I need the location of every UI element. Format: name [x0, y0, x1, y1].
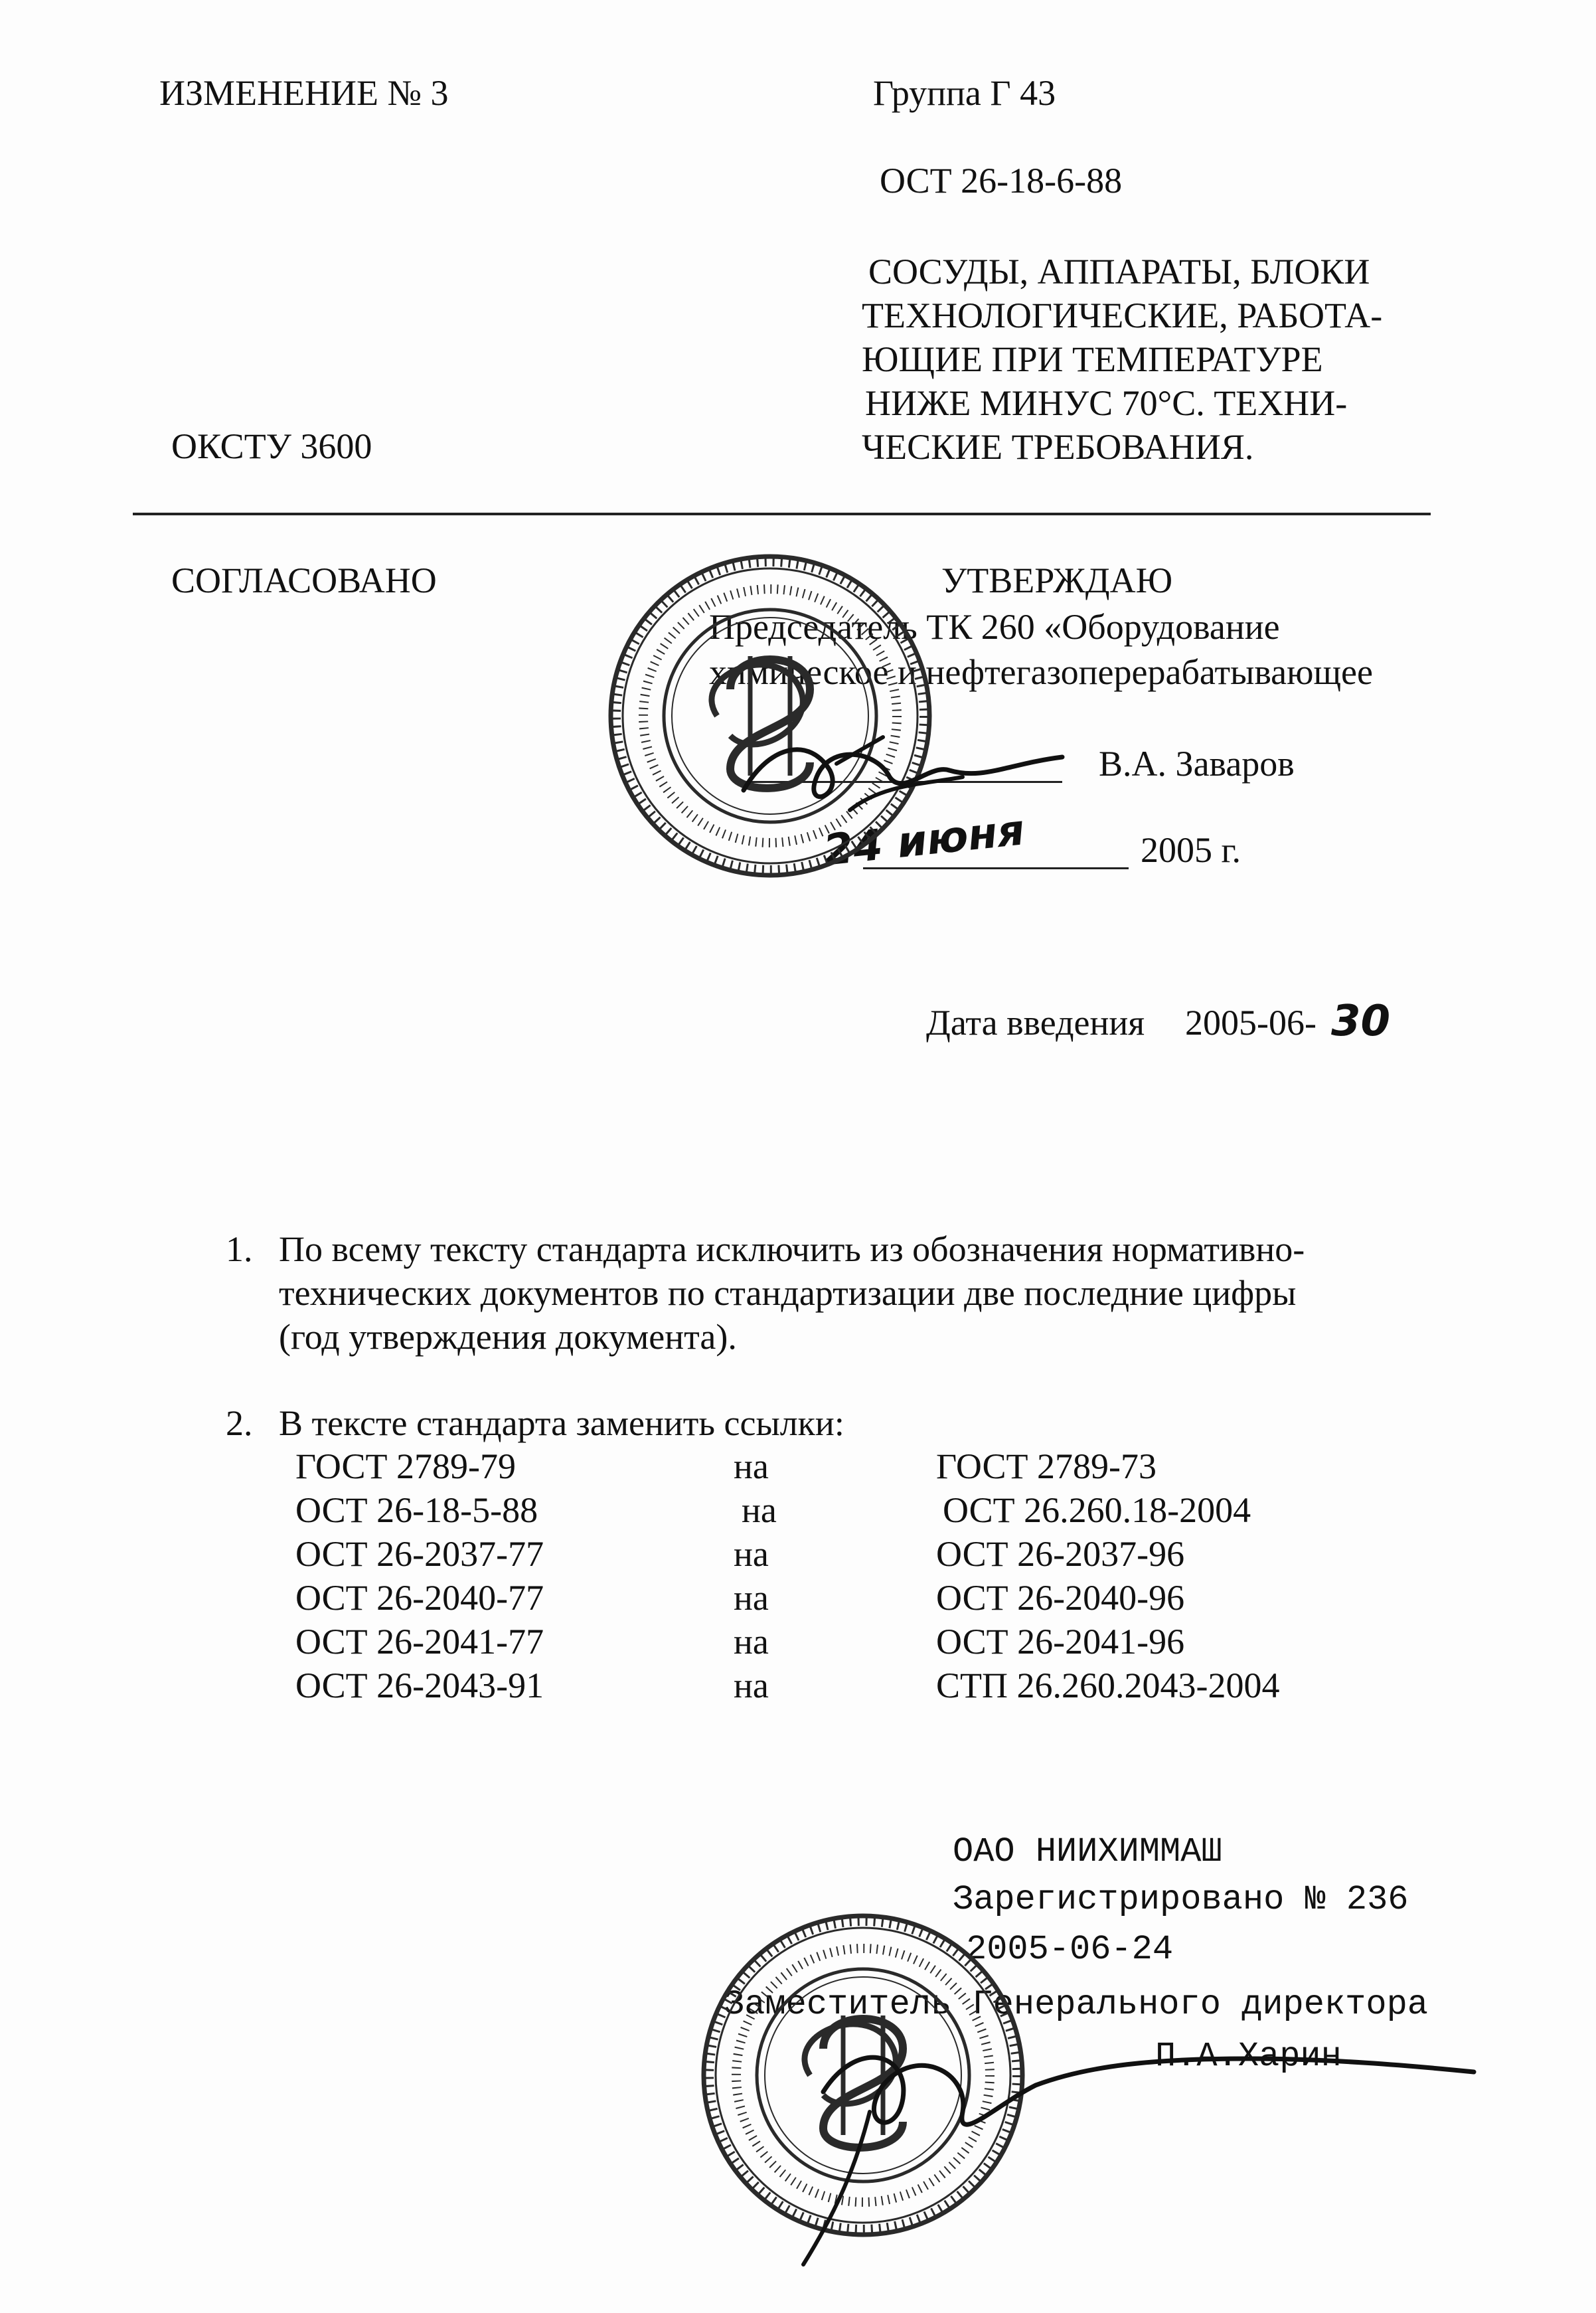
intro-date-label: Дата введения — [926, 1003, 1145, 1043]
registration-number: Зарегистрировано № 236 — [953, 1880, 1409, 1919]
chairman-line: Председатель ТК 260 «Оборудование — [709, 607, 1280, 647]
new-reference: ОСТ 26-2041-96 — [936, 1622, 1185, 1662]
signer-name: В.А. Заваров — [1099, 744, 1295, 784]
group-code: Группа Г 43 — [873, 73, 1056, 113]
table-row — [295, 1620, 1424, 1664]
deputy-director-signature — [783, 2012, 1487, 2278]
change-number: ИЗМЕНЕНИЕ № 3 — [159, 73, 449, 113]
item-text-line: По всему тексту стандарта исключить из обозначения нормативно- — [279, 1229, 1305, 1269]
new-reference: СТП 26.260.2043-2004 — [936, 1666, 1280, 1705]
old-reference: ОСТ 26-2040-77 — [295, 1578, 544, 1618]
item-number: 2. — [226, 1403, 253, 1443]
old-reference: ОСТ 26-2041-77 — [295, 1622, 544, 1662]
old-reference: ОСТ 26-2037-77 — [295, 1534, 544, 1574]
deputy-director-position: Заместитель Генерального директора — [724, 1985, 1428, 2024]
new-reference: ГОСТ 2789-73 — [936, 1446, 1157, 1486]
committee-line: химическое и нефтегазоперерабатывающее — [709, 652, 1373, 692]
replace-word: на — [734, 1446, 769, 1486]
okstu-code: ОКСТУ 3600 — [171, 426, 372, 466]
old-reference: ОСТ 26-2043-91 — [295, 1666, 544, 1705]
registration-date: 2005-06-24 — [966, 1930, 1174, 1969]
intro-date-day-handwritten: 30 — [1331, 997, 1391, 1046]
title-line: ЮЩИЕ ПРИ ТЕМПЕРАТУРЕ — [862, 339, 1323, 379]
agreed-label: СОГЛАСОВАНО — [171, 560, 437, 600]
approval-year: 2005 г. — [1141, 830, 1241, 870]
table-row — [295, 1664, 1424, 1708]
table-row — [295, 1533, 1424, 1577]
new-reference: ОСТ 26-2040-96 — [936, 1578, 1185, 1618]
document-title — [862, 250, 1459, 469]
replace-word: на — [734, 1578, 769, 1618]
replace-word: на — [734, 1622, 769, 1662]
title-line: ЧЕСКИЕ ТРЕБОВАНИЯ. — [862, 427, 1254, 467]
handwritten-approval-date: 24 июня — [821, 806, 1027, 876]
old-reference: ГОСТ 2789-79 — [295, 1446, 517, 1486]
replace-word: на — [734, 1666, 769, 1705]
organization-name: ОАО НИИХИММАШ — [953, 1832, 1222, 1871]
intro-date-value: 2005-06- — [1185, 1003, 1317, 1043]
replace-word: на — [734, 1534, 769, 1574]
chairman-signature — [730, 717, 1076, 823]
title-line: НИЖЕ МИНУС 70°С. ТЕХНИ- — [865, 383, 1348, 423]
item-text-line: В тексте стандарта заменить ссылки: — [279, 1403, 844, 1443]
item-text-line: технических документов по стандартизации две последние цифры — [279, 1273, 1297, 1313]
item-text-line: (год утверждения документа). — [279, 1317, 737, 1357]
deputy-director-name: П.А.Харин — [1155, 2037, 1342, 2076]
item-number: 1. — [226, 1229, 253, 1269]
header-divider — [133, 513, 1431, 515]
standard-designation: ОСТ 26-18-6-88 — [880, 161, 1123, 201]
round-seal-stamp — [598, 543, 943, 889]
table-row — [295, 1489, 1424, 1533]
new-reference: ОСТ 26-2037-96 — [936, 1534, 1185, 1574]
old-reference: ОСТ 26-18-5-88 — [295, 1490, 538, 1530]
title-line: СОСУДЫ, АППАРАТЫ, БЛОКИ — [868, 252, 1370, 292]
title-line: ТЕХНОЛОГИЧЕСКИЕ, РАБОТА- — [862, 296, 1383, 335]
table-row — [295, 1577, 1424, 1620]
replace-word: на — [742, 1490, 777, 1530]
table-row — [295, 1445, 1424, 1489]
approve-label: УТВЕРЖДАЮ — [941, 560, 1173, 600]
new-reference: ОСТ 26.260.18-2004 — [943, 1490, 1251, 1530]
